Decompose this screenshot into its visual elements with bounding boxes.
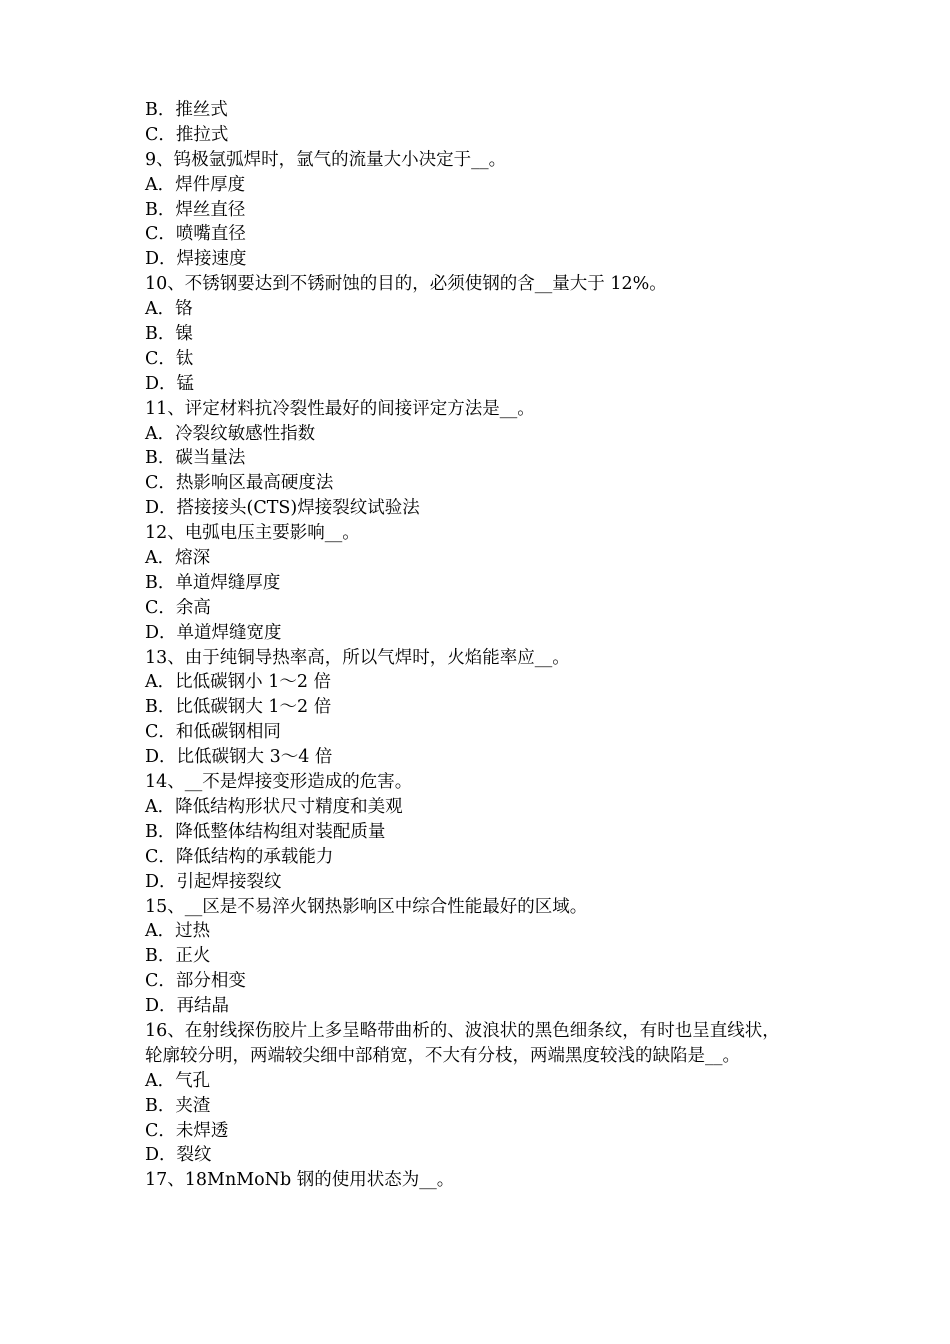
option-line: D．单道焊缝宽度 xyxy=(145,622,282,643)
option-line: C．钛 xyxy=(145,348,194,369)
option-line: C．未焊透 xyxy=(145,1120,229,1141)
option-line: D．搭接接头(CTS)焊接裂纹试验法 xyxy=(145,498,420,519)
option-line: A．熔深 xyxy=(145,548,211,569)
option-line: C．热影响区最高硬度法 xyxy=(145,473,334,494)
option-line: D．引起焊接裂纹 xyxy=(145,871,282,892)
question-line: 14、__不是焊接变形造成的危害。 xyxy=(145,772,413,793)
question-line: 15、__区是不易淬火钢热影响区中综合性能最好的区域。 xyxy=(145,896,588,917)
option-line: B．比低碳钢大 1～2 倍 xyxy=(145,697,332,718)
option-line: A．铬 xyxy=(145,299,193,320)
option-line: B．镍 xyxy=(145,324,193,345)
option-line: A．冷裂纹敏感性指数 xyxy=(145,423,316,444)
question-line: 13、由于纯铜导热率高，所以气焊时，火焰能率应__。 xyxy=(145,647,570,668)
option-line: D．裂纹 xyxy=(145,1145,212,1166)
option-line: B．碳当量法 xyxy=(145,448,246,469)
option-line: B．降低整体结构组对装配质量 xyxy=(145,821,386,842)
option-line: B．单道焊缝厚度 xyxy=(145,572,281,593)
question-line: 9、钨极氩弧焊时，氩气的流量大小决定于__。 xyxy=(145,149,507,170)
option-line: A．比低碳钢小 1～2 倍 xyxy=(145,672,332,693)
option-line: B．焊丝直径 xyxy=(145,199,246,220)
option-line: B．夹渣 xyxy=(145,1095,211,1116)
option-line: B．推丝式 xyxy=(145,100,228,120)
option-line: D．比低碳钢大 3～4 倍 xyxy=(145,747,333,768)
question-line: 12、电弧电压主要影响__。 xyxy=(145,523,360,544)
option-line: A．焊件厚度 xyxy=(145,174,246,195)
option-line: C．推拉式 xyxy=(145,124,229,145)
question-line-continued: 轮廓较分明，两端较尖细中部稍宽，不大有分枝，两端黑度较浅的缺陷是__。 xyxy=(145,1045,740,1066)
question-line: 17、18MnMoNb 钢的使用状态为__。 xyxy=(145,1170,455,1191)
option-line: D．焊接速度 xyxy=(145,249,247,270)
option-line: A．过热 xyxy=(145,921,211,942)
question-line: 16、在射线探伤胶片上多呈略带曲析的、波浪状的黑色细条纹，有时也呈直线状， xyxy=(145,1020,780,1041)
question-line: 10、不锈钢要达到不锈耐蚀的目的，必须使钢的含__量大于 12%。 xyxy=(145,274,667,295)
option-line: C．喷嘴直径 xyxy=(145,224,246,245)
document-page xyxy=(145,98,825,1193)
option-line: A．降低结构形状尺寸精度和美观 xyxy=(145,796,403,817)
option-line: C．和低碳钢相同 xyxy=(145,722,281,743)
option-line: B．正火 xyxy=(145,946,211,967)
option-line: D．再结晶 xyxy=(145,996,230,1017)
option-line: A．气孔 xyxy=(145,1070,211,1091)
option-line: D．锰 xyxy=(145,373,195,394)
question-line: 11、评定材料抗冷裂性最好的间接评定方法是__。 xyxy=(145,398,535,419)
option-line: C．部分相变 xyxy=(145,971,246,992)
option-line: C．余高 xyxy=(145,597,211,618)
option-line: C．降低结构的承载能力 xyxy=(145,846,334,867)
